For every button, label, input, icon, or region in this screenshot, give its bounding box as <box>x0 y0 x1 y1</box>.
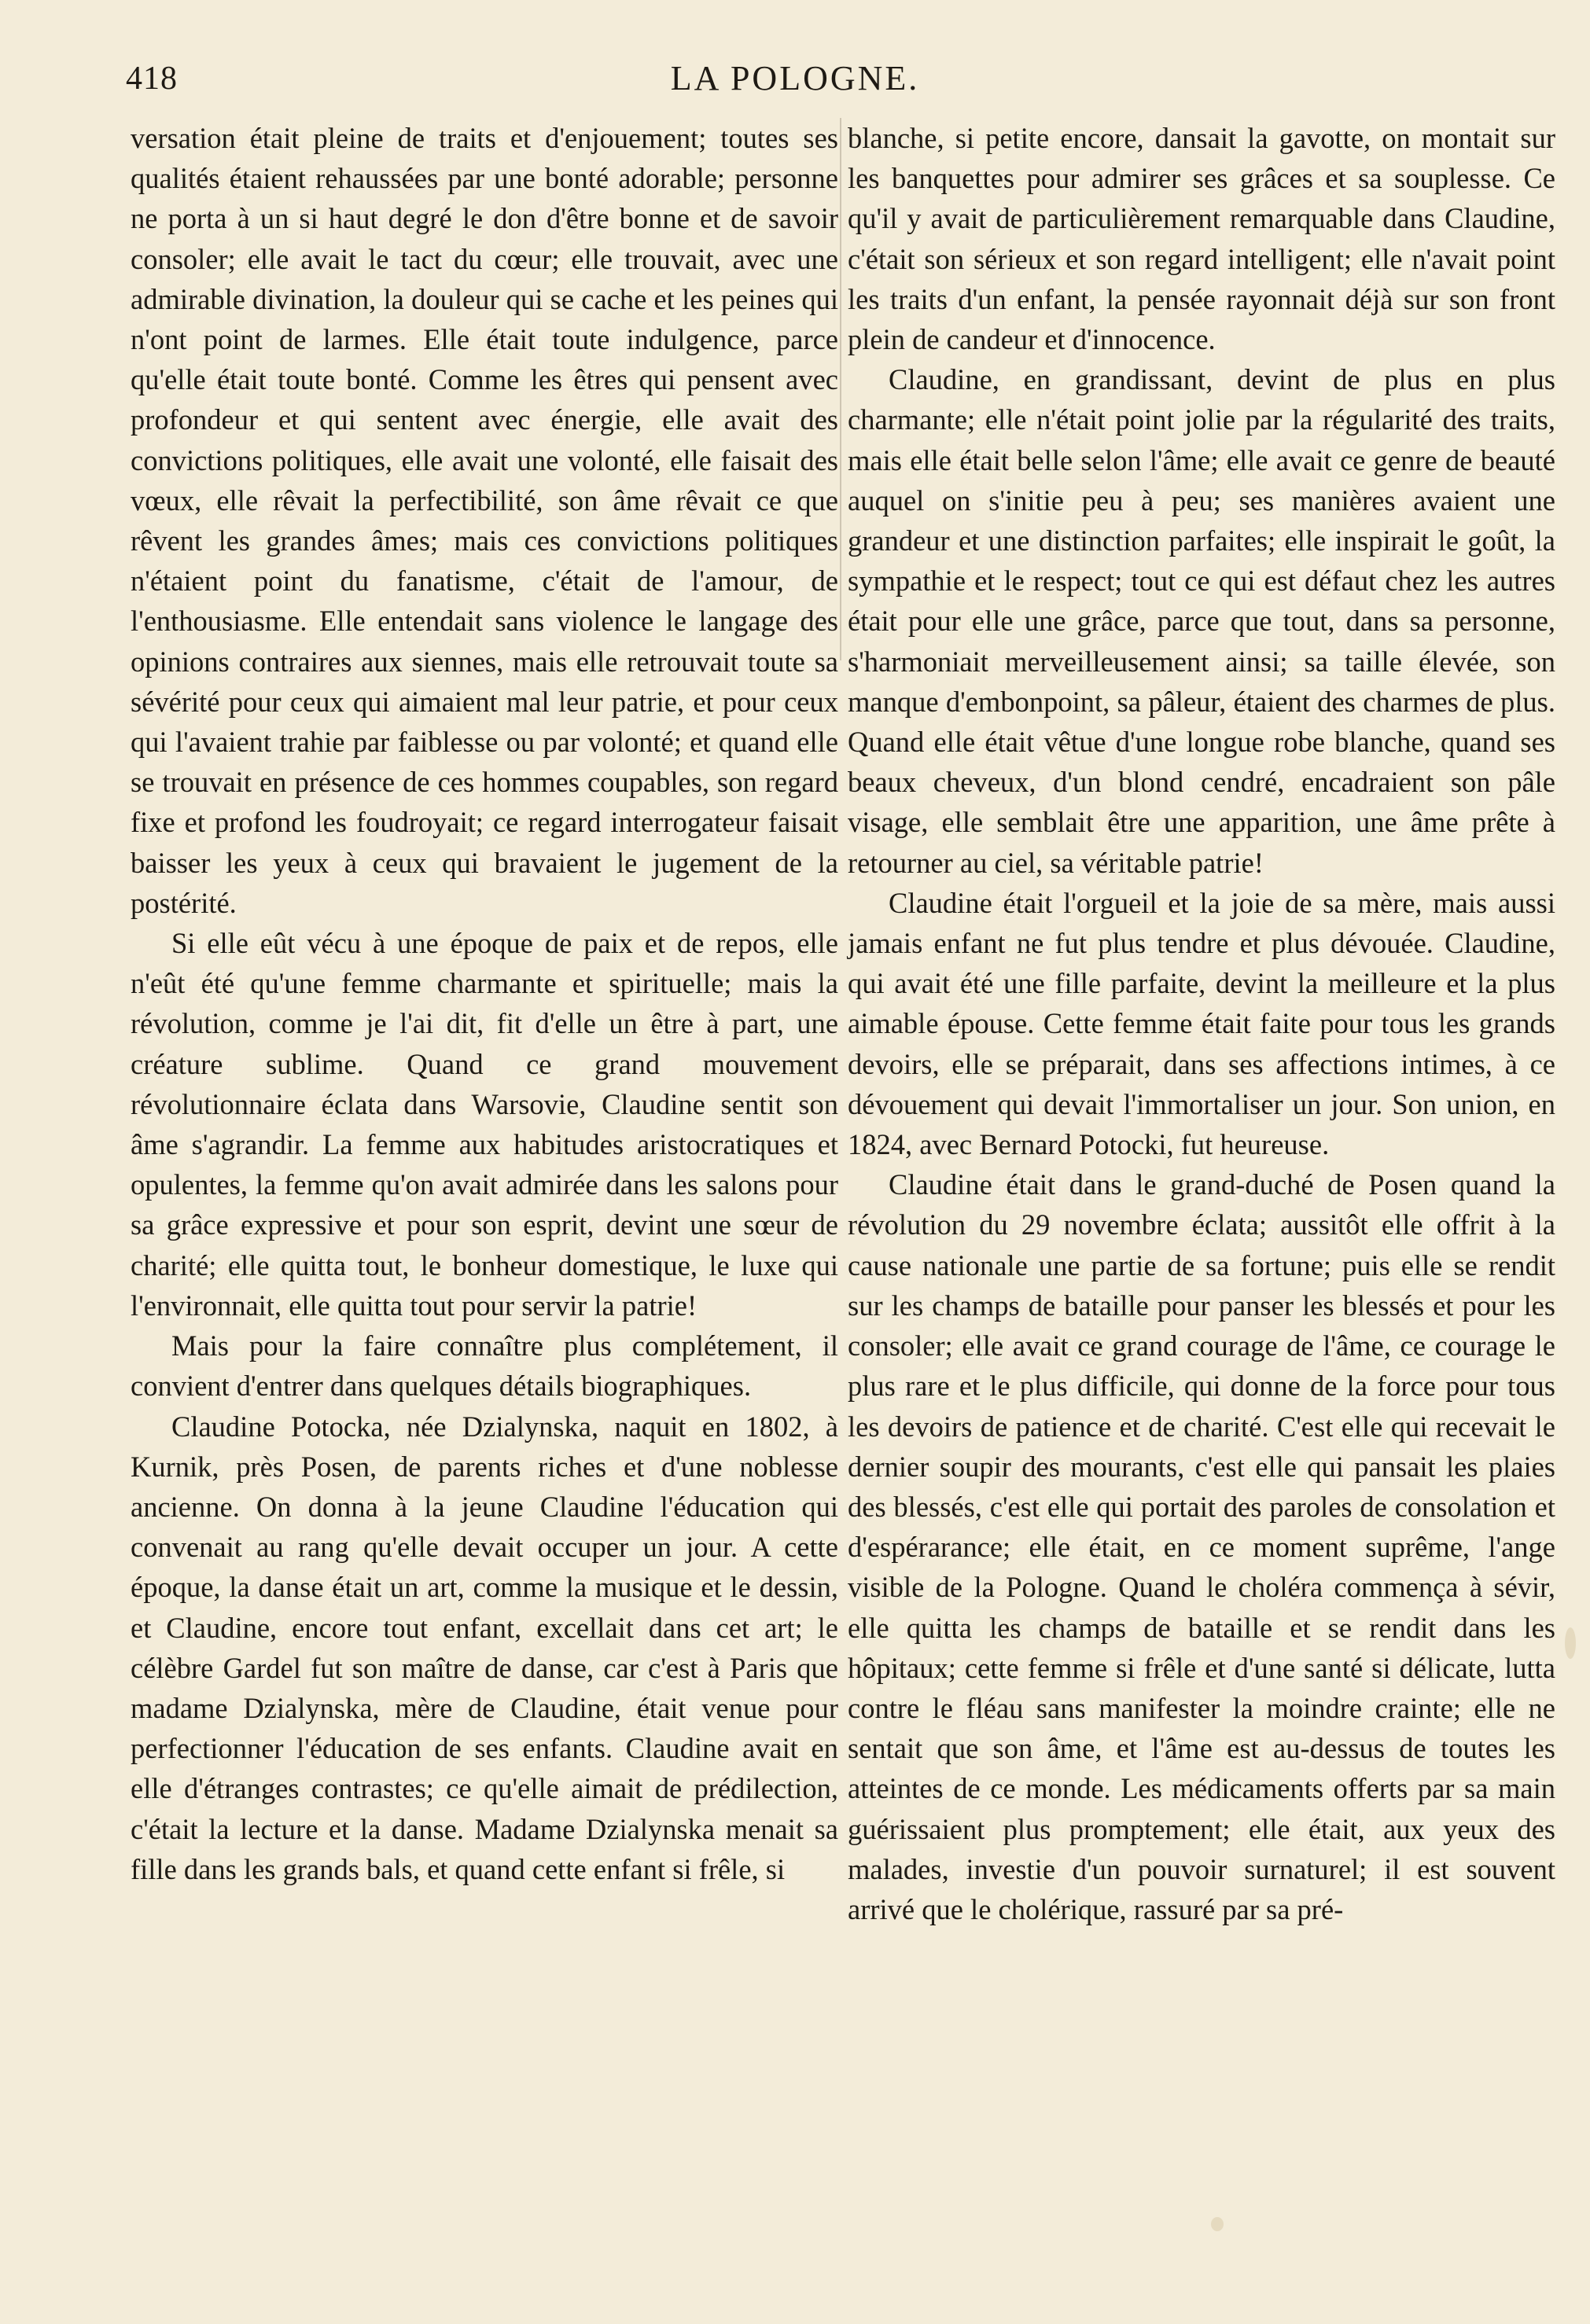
left-column <box>131 118 838 1889</box>
paper-stain <box>1565 1627 1576 1659</box>
paragraph: Claudine était dans le grand-duché de Posen quand la révolution du 29 novembre éclata; aussitôt elle offrit à la cause nationale une partie de sa fortune; puis elle se rendit sur les champs de bataille pour panser les blessés et pour les consoler; elle avait ce grand courage de l'âme, ce courage le plus rare et le plus difficile, qui donne de la force pour tous les devoirs de patience et de charité. C'est elle qui recevait le dernier soupir des mourants, c'est elle qui pansait les plaies des blessés, c'est elle qui portait des paroles de consolation et d'espérarance; elle était, en ce moment suprême, l'ange visible de la Pologne. Quand le choléra commença à sévir, elle quitta les champs de bataille et se rendit dans les hôpitaux; cette femme si frêle et d'une santé si délicate, lutta contre le fléau sans manifester la moindre crainte; elle ne sentait que son âme, et l'âme est au-dessus de toutes les atteintes de ce monde. Les médicaments offerts par sa main guérissaient plus promptement; elle était, aux yeux des malades, investie d'un pouvoir surnaturel; il est souvent arrivé que le cholérique, rassuré par sa pré- <box>848 1168 1555 1925</box>
running-head <box>0 55 1590 102</box>
page-number: 418 <box>126 61 178 97</box>
paragraph: Claudine était l'orgueil et la joie de sa mère, mais aussi jamais enfant ne fut plus tendre et plus dévouée. Claudine, qui avait été une fille parfaite, devint la meilleure et la plus aimable épouse. Cette femme était faite pour tous les grands devoirs, elle se préparait, dans ses affections intimes, à ce dévouement qui devait l'immortaliser un jour. Son union, en 1824, avec Bernard Potocki, fut heureuse. <box>848 886 1555 1161</box>
paper-stain <box>1211 2217 1224 2231</box>
paragraph: Mais pour la faire connaître plus complétement, il convient d'entrer dans quelques détails biographiques. <box>131 1329 838 1403</box>
paragraph: Claudine Potocka, née Dzialynska, naquit en 1802, à Kurnik, près Posen, de parents riches et d'une noblesse ancienne. On donna à la jeune Claudine l'éducation qui convenait au rang qu'elle devait occuper un jour. A cette époque, la danse était un art, comme la musique et le dessin, et Claudine, encore tout enfant, excellait dans cet art; le célèbre Gardel fut son maître de danse, car c'est à Paris que madame Dzialynska, mère de Claudine, était venue pour perfectionner l'éducation de ses enfants. Claudine avait en elle d'étranges contrastes; ce qu'elle aimait de prédilection, c'était la lecture et la danse. Madame Dzialynska menait sa fille dans les grands bals, et quand cette enfant si frêle, si <box>131 1410 838 1885</box>
column-rule <box>840 118 841 660</box>
paragraph: blanche, si petite encore, dansait la gavotte, on montait sur les banquettes pour admirer ses grâces et sa souplesse. Ce qu'il y avait de particulièrement remarquable dans Claudine, c'était son sérieux et son regard intelligent; elle n'avait point les traits d'un enfant, la pensée rayonnait déjà sur son front plein de candeur et d'innocence. <box>848 122 1555 356</box>
paragraph: versation était pleine de traits et d'enjouement; toutes ses qualités étaient rehaussées par une bonté adorable; personne ne porta à un si haut degré le don d'être bonne et de savoir consoler; elle avait le tact du cœur; elle trouvait, avec une admirable divination, la douleur qui se cache et les peines qui n'ont point de larmes. Elle était toute indulgence, parce qu'elle était toute bonté. Comme les êtres qui pensent avec profondeur et qui sentent avec énergie, elle avait des convictions politiques, elle avait une volonté, elle faisait des vœux, elle rêvait la perfectibilité, son âme rêvait ce que rêvent les grandes âmes; mais ces convictions politiques n'étaient point du fanatisme, c'était de l'amour, de l'enthousiasme. Elle entendait sans violence le langage des opinions contraires aux siennes, mais elle retrouvait toute sa sévérité pour ceux qui aimaient mal leur patrie, et pour ceux qui l'avaient trahie par faiblesse ou par volonté; et quand elle se trouvait en présence de ces hommes coupables, son regard fixe et profond les foudroyait; ce regard interrogateur faisait baisser les yeux à ceux qui bravaient le jugement de la postérité. <box>131 122 838 919</box>
right-column <box>848 118 1555 1929</box>
paragraph: Claudine, en grandissant, devint de plus en plus charmante; elle n'était point jolie par la régularité des traits, mais elle était belle selon l'âme; elle avait ce genre de beauté auquel on s'initie peu à peu; ses manières avaient une grandeur et une distinction parfaites; elle inspirait le goût, la sympathie et le respect; tout ce qui est défaut chez les autres était pour elle une grâce, parce que tout, dans sa personne, s'harmoniait merveilleusement ainsi; sa taille élevée, son manque d'embonpoint, sa pâleur, étaient des charmes de plus. Quand elle était vêtue d'une longue robe blanche, quand ses beaux cheveux, d'un blond cendré, encadraient son pâle visage, elle semblait être une apparition, une âme prête à retourner au ciel, sa véritable patrie! <box>848 363 1555 879</box>
running-title: LA POLOGNE. <box>670 59 920 97</box>
paragraph: Si elle eût vécu à une époque de paix et de repos, elle n'eût été qu'une femme charmante et spirituelle; mais la révolution, comme je l'ai dit, fit d'elle un être à part, une créature sublime. Quand ce grand mouvement révolutionnaire éclata dans Warsovie, Claudine sentit son âme s'agrandir. La femme aux habitudes aristocratiques et opulentes, la femme qu'on avait admirée dans les salons pour sa grâce expressive et pour son esprit, devint une sœur de charité; elle quitta tout, le bonheur domestique, le luxe qui l'environnait, elle quitta tout pour servir la patrie! <box>131 927 838 1322</box>
